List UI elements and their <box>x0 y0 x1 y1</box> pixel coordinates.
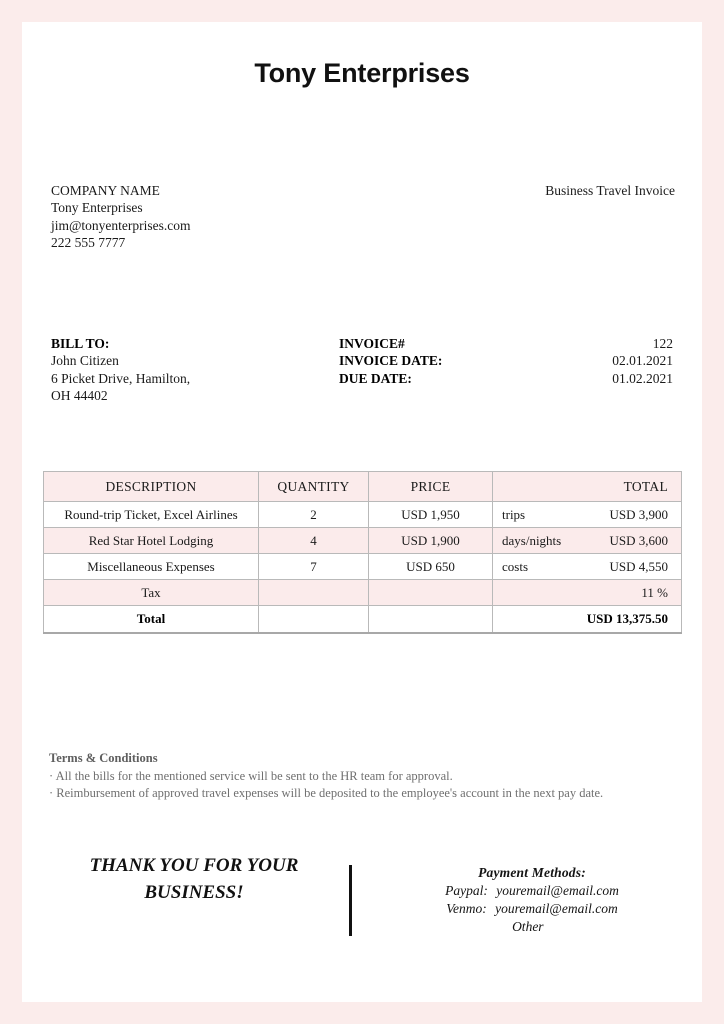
table-header-row <box>44 472 682 502</box>
invoice-date-value: 02.01.2021 <box>612 353 673 369</box>
due-date-label: DUE DATE: <box>339 370 412 386</box>
company-info-block <box>51 182 451 252</box>
company-name: Tony Enterprises <box>51 200 143 216</box>
column-header-total: TOTAL <box>493 472 682 502</box>
cell-quantity: 4 <box>259 528 369 554</box>
payment-methods-block <box>382 864 682 936</box>
cell-price <box>369 580 493 606</box>
thank-you-line-1: THANK YOU FOR YOUR <box>89 855 299 876</box>
cell-description: Tax <box>44 580 259 606</box>
bill-to-address-line-1: 6 Picket Drive, Hamilton, <box>51 370 191 386</box>
cell-total-amount: USD 3,600 <box>609 532 668 548</box>
cell-total-unit: trips <box>502 506 526 522</box>
company-name-label: COMPANY NAME <box>51 183 160 198</box>
column-header-quantity: QUANTITY <box>259 472 369 502</box>
column-header-price: PRICE <box>369 472 493 502</box>
payment-method-label: Other <box>512 919 544 934</box>
cell-description: Round-trip Ticket, Excel Airlines <box>44 502 259 528</box>
column-header-description: DESCRIPTION <box>44 472 259 502</box>
due-date-row <box>339 370 673 387</box>
cell-quantity: 2 <box>259 502 369 528</box>
cell-price: USD 1,950 <box>369 502 493 528</box>
table-row-total <box>44 606 682 633</box>
page-title: Tony Enterprises <box>254 58 470 88</box>
cell-price: USD 1,900 <box>369 528 493 554</box>
cell-total-unit: costs <box>502 558 528 574</box>
bill-to-address-line-2: OH 44402 <box>51 388 108 404</box>
table-row-tax <box>44 580 682 606</box>
cell-description: Miscellaneous Expenses <box>44 554 259 580</box>
cell-total <box>493 580 682 606</box>
cell-quantity <box>259 606 369 633</box>
cell-total <box>493 554 682 580</box>
invoice-items-table <box>43 471 682 634</box>
invoice-date-label: INVOICE DATE: <box>339 353 443 369</box>
thank-you-line-2: BUSINESS! <box>144 882 244 903</box>
cell-total-unit: days/nights <box>502 532 562 548</box>
invoice-date-row <box>339 352 673 369</box>
cell-total <box>493 502 682 528</box>
cell-total-amount: USD 3,900 <box>609 506 668 522</box>
terms-line-1: · All the bills for the mentioned service will be sent to the HR team for approval. <box>49 768 453 783</box>
cell-quantity <box>259 580 369 606</box>
cell-description: Total <box>44 606 259 633</box>
cell-total <box>493 528 682 554</box>
cell-total-amount: USD 4,550 <box>609 558 668 574</box>
invoice-number-row <box>339 335 673 352</box>
due-date-value: 01.02.2021 <box>612 370 673 386</box>
invoice-page <box>22 22 702 1002</box>
payment-method-value: youremail@email.com <box>496 883 619 898</box>
payment-method-value: youremail@email.com <box>495 901 618 916</box>
payment-method-label: Paypal: <box>445 883 488 898</box>
bill-to-name: John Citizen <box>51 353 119 369</box>
invoice-number-value: 122 <box>652 336 673 351</box>
terms-heading: Terms & Conditions <box>49 751 158 765</box>
cell-description: Red Star Hotel Lodging <box>44 528 259 554</box>
cell-quantity: 7 <box>259 554 369 580</box>
invoice-meta-block <box>339 335 673 387</box>
payment-method-label: Venmo: <box>446 901 487 916</box>
footer-divider <box>349 865 352 936</box>
thank-you-message <box>60 852 328 906</box>
cell-total-amount: 11 % <box>641 584 668 600</box>
invoice-kind-label: Business Travel Invoice <box>545 183 675 198</box>
cell-total-amount: USD 13,375.50 <box>586 610 668 626</box>
cell-price: USD 650 <box>369 554 493 580</box>
payment-method-venmo <box>382 900 682 918</box>
table-row <box>44 554 682 580</box>
bill-to-heading: BILL TO: <box>51 336 110 351</box>
payment-methods-heading: Payment Methods: <box>478 865 586 880</box>
payment-method-other <box>382 918 682 936</box>
cell-price <box>369 606 493 633</box>
bill-to-block <box>51 335 341 405</box>
invoice-number-label: INVOICE# <box>339 336 405 351</box>
cell-total <box>493 606 682 633</box>
company-phone: 222 555 7777 <box>51 235 126 251</box>
terms-and-conditions <box>49 750 679 803</box>
table-row <box>44 502 682 528</box>
terms-line-2: · Reimbursement of approved travel expenses will be deposited to the employee's account in the next pay date. <box>49 786 604 800</box>
payment-method-paypal <box>382 882 682 900</box>
company-email: jim@tonyenterprises.com <box>51 217 191 233</box>
table-row <box>44 528 682 554</box>
